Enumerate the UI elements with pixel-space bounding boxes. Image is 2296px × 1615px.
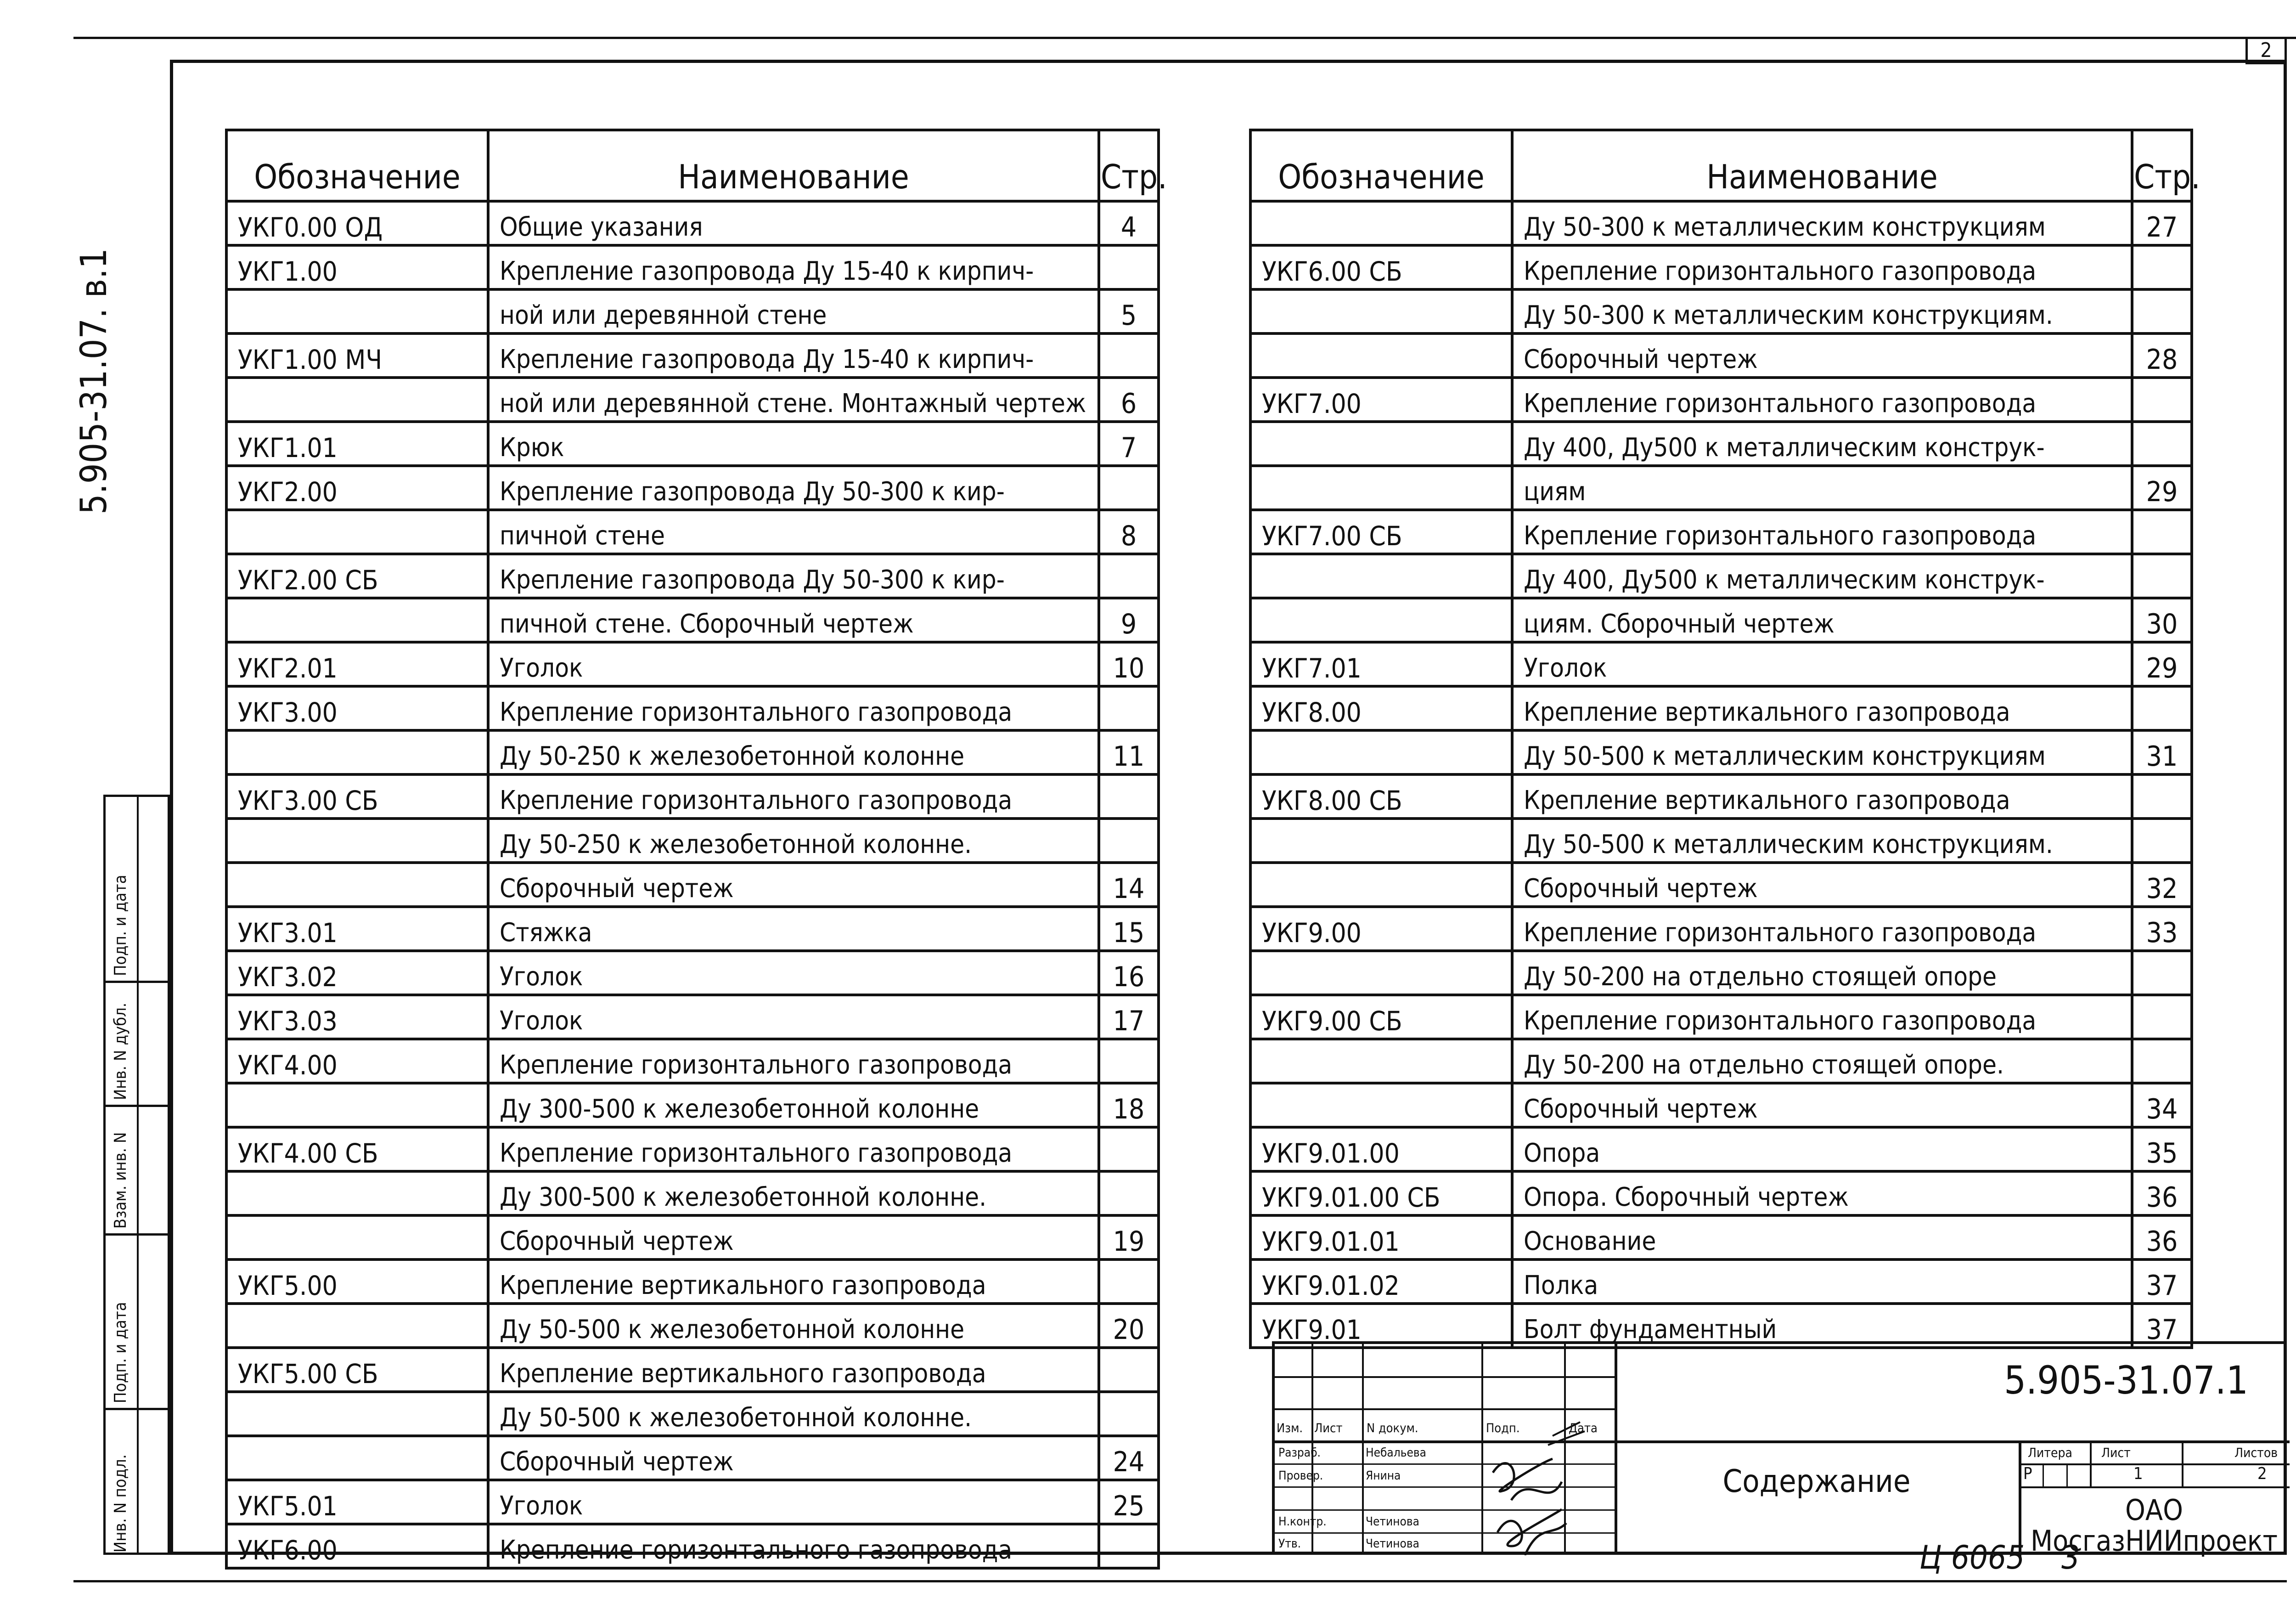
name-cell: Полка — [1512, 1259, 2132, 1304]
page-cell: 24 — [1099, 1436, 1159, 1480]
table-row — [226, 1039, 1159, 1083]
name-cell: Сборочный чертеж — [1512, 863, 2132, 907]
page-cell: 15 — [1099, 907, 1159, 951]
bottom-trim-line — [73, 1580, 2287, 1582]
page-cell: 5 — [1099, 289, 1159, 333]
table-row — [226, 819, 1159, 863]
stamp-label: Подп. и дата — [111, 875, 130, 976]
page-cell: 29 — [2132, 642, 2192, 686]
designation-cell — [1250, 466, 1512, 510]
signature-scribbles — [1484, 1417, 1612, 1555]
name-cell: Ду 50-500 к металлическим конструкциям — [1512, 730, 2132, 774]
page-cell: 7 — [1099, 422, 1159, 466]
page-cell: 6 — [1099, 378, 1159, 422]
name-cell: Крепление вертикального газопровода — [1512, 774, 2132, 819]
page-cell — [1099, 774, 1159, 819]
page-cell: 34 — [2132, 1083, 2192, 1127]
table-row — [1250, 1215, 2192, 1259]
designation-cell — [1250, 819, 1512, 863]
designation-cell: УКГ1.00 МЧ — [226, 333, 488, 378]
designation-cell: УКГ3.03 — [226, 995, 488, 1039]
name-cell: Ду 300-500 к железобетонной колонне. — [488, 1171, 1099, 1215]
table-row — [226, 1524, 1159, 1568]
designation-cell: УКГ5.00 СБ — [226, 1348, 488, 1392]
designation-cell: УКГ3.00 СБ — [226, 774, 488, 819]
document-title: Содержание — [1722, 1463, 1911, 1500]
name-cell: Сборочный чертеж — [1512, 333, 2132, 378]
page-cell: 14 — [1099, 863, 1159, 907]
stamp-label: Инв. N подл. — [111, 1454, 130, 1553]
designation-cell — [1250, 1083, 1512, 1127]
name-cell: Стяжка — [488, 907, 1099, 951]
table-row — [226, 774, 1159, 819]
designation-cell: УКГ2.00 СБ — [226, 554, 488, 598]
page-cell — [1099, 1127, 1159, 1171]
name-cell: Ду 50-250 к железобетонной колонне — [488, 730, 1099, 774]
name-cell: циям. Сборочный чертеж — [1512, 598, 2132, 642]
designation-cell: УКГ6.00 СБ — [1250, 245, 1512, 289]
name-cell: Сборочный чертеж — [1512, 1083, 2132, 1127]
organization-line1: ОАО — [2125, 1493, 2183, 1527]
table-row — [226, 1304, 1159, 1348]
designation-cell: УКГ9.01.00 СБ — [1250, 1171, 1512, 1215]
name-cell: Сборочный чертеж — [488, 1436, 1099, 1480]
table-row — [1250, 333, 2192, 378]
name-cell: Уголок — [488, 995, 1099, 1039]
table-row — [226, 1348, 1159, 1392]
page-cell — [2132, 510, 2192, 554]
name-cell: Основание — [1512, 1215, 2132, 1259]
table-row — [226, 951, 1159, 995]
table-row — [226, 730, 1159, 774]
table-row — [226, 378, 1159, 422]
table-row — [226, 1436, 1159, 1480]
name-cell: Крепление газопровода Ду 15-40 к кирпич- — [488, 333, 1099, 378]
table-row — [226, 510, 1159, 554]
name-cell: Уголок — [488, 951, 1099, 995]
name-cell: ной или деревянной стене. Монтажный чертеж — [488, 378, 1099, 422]
header-page: Стр. — [1099, 130, 1159, 201]
designation-cell: УКГ9.00 — [1250, 907, 1512, 951]
name-cell: Крепление вертикального газопровода — [488, 1259, 1099, 1304]
name-cell: Крепление газопровода Ду 50-300 к кир- — [488, 554, 1099, 598]
name-cell: Ду 50-300 к металлическим конструкциям. — [1512, 289, 2132, 333]
page-cell — [1099, 245, 1159, 289]
table-row — [1250, 1039, 2192, 1083]
header-name: Наименование — [488, 130, 1099, 201]
page-cell: 31 — [2132, 730, 2192, 774]
sheets-value: 2 — [2257, 1464, 2267, 1483]
name-cell: Крепление горизонтального газопровода — [488, 1524, 1099, 1568]
designation-cell — [226, 819, 488, 863]
name-cell: пичной стене. Сборочный чертеж — [488, 598, 1099, 642]
organization-line2: МосгазНИИпроект — [2031, 1524, 2278, 1558]
designation-cell — [226, 730, 488, 774]
margin-stamp — [103, 795, 170, 1555]
page-cell: 27 — [2132, 201, 2192, 245]
designation-cell: УКГ9.01 — [1250, 1304, 1512, 1348]
name-cell: Крепление горизонтального газопровода — [1512, 995, 2132, 1039]
page-cell: 4 — [1099, 201, 1159, 245]
page-cell — [1099, 333, 1159, 378]
designation-cell — [226, 510, 488, 554]
header-page: Стр. — [2132, 130, 2192, 201]
table-row — [226, 907, 1159, 951]
header-designation: Обозначение — [226, 130, 488, 201]
document-code: 5.905-31.07.1 — [2004, 1358, 2248, 1403]
page-cell: 25 — [1099, 1480, 1159, 1524]
designation-cell — [1250, 863, 1512, 907]
name-cell: Крепление горизонтального газопровода — [1512, 378, 2132, 422]
designation-cell: УКГ7.00 — [1250, 378, 1512, 422]
page-cell — [1099, 1171, 1159, 1215]
page-cell: 17 — [1099, 995, 1159, 1039]
table-row — [1250, 1259, 2192, 1304]
page-cell: 9 — [1099, 598, 1159, 642]
designation-cell — [226, 1304, 488, 1348]
table-row — [226, 995, 1159, 1039]
table-row — [226, 1392, 1159, 1436]
name-cell: пичной стене — [488, 510, 1099, 554]
tb-col-label: Дата — [1569, 1421, 1598, 1435]
table-row — [226, 863, 1159, 907]
page-cell: 36 — [2132, 1171, 2192, 1215]
stamp-label: Взам. инв. N — [111, 1132, 130, 1229]
table-row — [226, 466, 1159, 510]
name-cell: Крепление горизонтального газопровода — [488, 686, 1099, 730]
table-row — [1250, 642, 2192, 686]
page-cell: 36 — [2132, 1215, 2192, 1259]
designation-cell — [226, 1171, 488, 1215]
page-cell: 16 — [1099, 951, 1159, 995]
tb-role: Провер. — [1278, 1469, 1323, 1483]
designation-cell: УКГ5.01 — [226, 1480, 488, 1524]
table-row — [1250, 554, 2192, 598]
page-cell — [2132, 554, 2192, 598]
table-row — [1250, 995, 2192, 1039]
designation-cell: УКГ3.00 — [226, 686, 488, 730]
tb-col-label: Лист — [1314, 1421, 1343, 1435]
page-cell: 10 — [1099, 642, 1159, 686]
tb-person: Четинова — [1366, 1515, 1419, 1529]
page-cell — [1099, 1392, 1159, 1436]
header-designation: Обозначение — [1250, 130, 1512, 201]
table-row — [1250, 907, 2192, 951]
designation-cell — [1250, 422, 1512, 466]
table-row — [1250, 201, 2192, 245]
tb-role: Утв. — [1278, 1537, 1301, 1551]
name-cell: Ду 50-200 на отдельно стоящей опоре. — [1512, 1039, 2132, 1083]
designation-cell: УКГ7.01 — [1250, 642, 1512, 686]
page-cell — [2132, 951, 2192, 995]
table-row — [1250, 730, 2192, 774]
tb-col-label: N докум. — [1367, 1421, 1418, 1435]
contents-table-left — [225, 129, 1167, 1570]
page-cell — [1099, 1259, 1159, 1304]
page-cell — [2132, 422, 2192, 466]
sheet-label: Лист — [2101, 1445, 2131, 1460]
table-row — [226, 245, 1159, 289]
table-row — [1250, 378, 2192, 422]
page-cell: 33 — [2132, 907, 2192, 951]
table-row — [1250, 819, 2192, 863]
designation-cell — [1250, 554, 1512, 598]
page-cell: 30 — [2132, 598, 2192, 642]
table-row — [226, 422, 1159, 466]
designation-cell: УКГ0.00 ОД — [226, 201, 488, 245]
name-cell: циям — [1512, 466, 2132, 510]
page-cell — [1099, 1039, 1159, 1083]
tb-col-label: Изм. — [1277, 1421, 1303, 1435]
table-row — [226, 1171, 1159, 1215]
table-row — [1250, 1127, 2192, 1171]
table-row — [1250, 422, 2192, 466]
designation-cell — [226, 1083, 488, 1127]
name-cell: Крепление горизонтального газопровода — [1512, 245, 2132, 289]
side-document-code: 5.905-31.07. в.1 — [73, 248, 115, 514]
page-cell: 37 — [2132, 1259, 2192, 1304]
name-cell: Крепление горизонтального газопровода — [488, 1127, 1099, 1171]
stamp-label: Инв. N дубл. — [111, 1002, 130, 1100]
page-cell — [1099, 819, 1159, 863]
table-row — [226, 1127, 1159, 1171]
table-row — [226, 686, 1159, 730]
designation-cell: УКГ2.00 — [226, 466, 488, 510]
page-cell: 37 — [2132, 1304, 2192, 1348]
name-cell: Крепление вертикального газопровода — [488, 1348, 1099, 1392]
designation-cell: УКГ4.00 СБ — [226, 1127, 488, 1171]
designation-cell — [226, 863, 488, 907]
table-row — [1250, 686, 2192, 730]
bottom-handwritten-note: Ц 6065 3 — [1919, 1539, 2080, 1576]
page-cell — [1099, 466, 1159, 510]
contents-table-right — [1249, 129, 2200, 1349]
designation-cell: УКГ3.01 — [226, 907, 488, 951]
designation-cell: УКГ1.00 — [226, 245, 488, 289]
name-cell: Крепление вертикального газопровода — [1512, 686, 2132, 730]
table-row — [226, 1480, 1159, 1524]
designation-cell: УКГ9.01.00 — [1250, 1127, 1512, 1171]
table-row — [1250, 774, 2192, 819]
name-cell: Ду 300-500 к железобетонной колонне — [488, 1083, 1099, 1127]
name-cell: Крепление газопровода Ду 15-40 к кирпич- — [488, 245, 1099, 289]
page-cell — [2132, 819, 2192, 863]
table-row — [226, 598, 1159, 642]
name-cell: Ду 50-200 на отдельно стоящей опоре — [1512, 951, 2132, 995]
table-row — [226, 333, 1159, 378]
designation-cell — [1250, 598, 1512, 642]
table-row — [1250, 510, 2192, 554]
designation-cell: УКГ6.00 — [226, 1524, 488, 1568]
designation-cell — [226, 1392, 488, 1436]
table-row — [1250, 951, 2192, 995]
page-cell: 35 — [2132, 1127, 2192, 1171]
name-cell: Крепление горизонтального газопровода — [488, 1039, 1099, 1083]
page-cell — [2132, 686, 2192, 730]
name-cell: Крепление горизонтального газопровода — [488, 774, 1099, 819]
designation-cell: УКГ5.00 — [226, 1259, 488, 1304]
tb-person: Небальева — [1366, 1446, 1427, 1460]
table-row — [226, 1259, 1159, 1304]
name-cell: Болт фундаментный — [1512, 1304, 2132, 1348]
table-row — [1250, 289, 2192, 333]
table-row — [226, 289, 1159, 333]
table-row — [1250, 466, 2192, 510]
tb-person: Четинова — [1366, 1537, 1419, 1551]
name-cell: Уголок — [488, 1480, 1099, 1524]
table-row — [226, 1215, 1159, 1259]
page-cell — [2132, 1039, 2192, 1083]
designation-cell: УКГ9.01.01 — [1250, 1215, 1512, 1259]
page-cell: 11 — [1099, 730, 1159, 774]
page-cell: 19 — [1099, 1215, 1159, 1259]
name-cell: Крепление газопровода Ду 50-300 к кир- — [488, 466, 1099, 510]
designation-cell — [226, 598, 488, 642]
table-row — [226, 642, 1159, 686]
name-cell: Уголок — [1512, 642, 2132, 686]
designation-cell — [1250, 201, 1512, 245]
name-cell: Общие указания — [488, 201, 1099, 245]
designation-cell — [1250, 951, 1512, 995]
stamp-label: Подп. и дата — [111, 1302, 130, 1403]
table-row — [226, 1083, 1159, 1127]
designation-cell — [226, 378, 488, 422]
page-cell — [2132, 245, 2192, 289]
name-cell: Уголок — [488, 642, 1099, 686]
designation-cell: УКГ8.00 — [1250, 686, 1512, 730]
designation-cell — [1250, 289, 1512, 333]
table-row — [1250, 598, 2192, 642]
page-cell: 20 — [1099, 1304, 1159, 1348]
designation-cell: УКГ9.01.02 — [1250, 1259, 1512, 1304]
page-cell: 32 — [2132, 863, 2192, 907]
designation-cell — [226, 289, 488, 333]
name-cell: Ду 50-250 к железобетонной колонне. — [488, 819, 1099, 863]
name-cell: Ду 50-500 к железобетонной колонне. — [488, 1392, 1099, 1436]
table-row — [226, 201, 1159, 245]
stage-value: Р — [2023, 1464, 2032, 1483]
table-row — [1250, 245, 2192, 289]
designation-cell: УКГ9.00 СБ — [1250, 995, 1512, 1039]
page-cell — [1099, 1348, 1159, 1392]
table-row — [1250, 1171, 2192, 1215]
name-cell: Ду 400, Ду500 к металлическим конструк- — [1512, 554, 2132, 598]
stage-label: Литера — [2028, 1445, 2072, 1460]
designation-cell: УКГ3.02 — [226, 951, 488, 995]
designation-cell: УКГ1.01 — [226, 422, 488, 466]
sheets-label: Листов — [2234, 1445, 2278, 1460]
page-cell — [1099, 554, 1159, 598]
tb-col-label: Подп. — [1486, 1421, 1520, 1435]
name-cell: Ду 50-500 к железобетонной колонне — [488, 1304, 1099, 1348]
designation-cell: УКГ7.00 СБ — [1250, 510, 1512, 554]
tb-role: Разраб. — [1278, 1446, 1321, 1460]
page-cell: 29 — [2132, 466, 2192, 510]
name-cell: Сборочный чертеж — [488, 1215, 1099, 1259]
designation-cell — [1250, 1039, 1512, 1083]
page-cell — [2132, 289, 2192, 333]
name-cell: Крепление горизонтального газопровода — [1512, 907, 2132, 951]
name-cell: Сборочный чертеж — [488, 863, 1099, 907]
table-row — [1250, 863, 2192, 907]
table-row — [226, 554, 1159, 598]
name-cell: Ду 400, Ду500 к металлическим конструк- — [1512, 422, 2132, 466]
designation-cell: УКГ8.00 СБ — [1250, 774, 1512, 819]
table-row — [1250, 1083, 2192, 1127]
designation-cell — [1250, 730, 1512, 774]
sheet-number: 2 — [2245, 37, 2287, 64]
name-cell: Опора. Сборочный чертеж — [1512, 1171, 2132, 1215]
header-name: Наименование — [1512, 130, 2132, 201]
page-cell — [1099, 686, 1159, 730]
name-cell: Ду 50-300 к металлическим конструкциям — [1512, 201, 2132, 245]
tb-role: Н.контр. — [1278, 1515, 1327, 1529]
designation-cell — [226, 1215, 488, 1259]
designation-cell — [226, 1436, 488, 1480]
name-cell: Ду 50-500 к металлическим конструкциям. — [1512, 819, 2132, 863]
page-cell — [2132, 995, 2192, 1039]
tb-person: Янина — [1366, 1469, 1401, 1483]
page-cell: 8 — [1099, 510, 1159, 554]
page-cell — [2132, 378, 2192, 422]
page-cell — [1099, 1524, 1159, 1568]
designation-cell: УКГ4.00 — [226, 1039, 488, 1083]
page-cell: 18 — [1099, 1083, 1159, 1127]
name-cell: Опора — [1512, 1127, 2132, 1171]
name-cell: Крепление горизонтального газопровода — [1512, 510, 2132, 554]
page-cell: 28 — [2132, 333, 2192, 378]
designation-cell: УКГ2.01 — [226, 642, 488, 686]
designation-cell — [1250, 333, 1512, 378]
name-cell: ной или деревянной стене — [488, 289, 1099, 333]
page-cell — [2132, 774, 2192, 819]
sheet-value: 1 — [2133, 1464, 2143, 1483]
name-cell: Крюк — [488, 422, 1099, 466]
